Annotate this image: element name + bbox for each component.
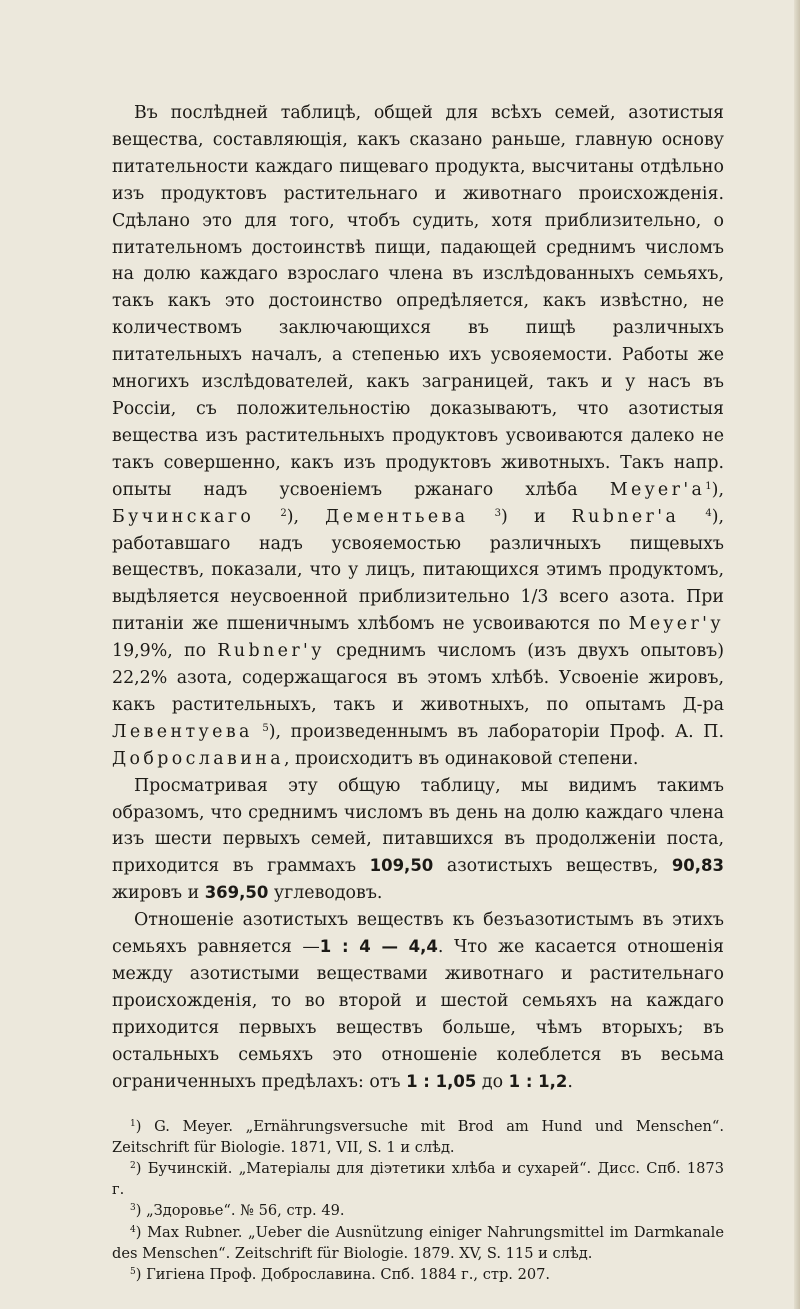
footnote-ref-5: 5 (262, 722, 269, 734)
footnote-text: Max Rubner. „Ueber die Ausnützung einiger Nahrungsmittel im Darmkanale des Menschen“. Zeitschrift für Biologie. 1879. XV, S. 115 и слѣд. (112, 1223, 724, 1262)
value-carbs-grams: 369,50 (204, 883, 269, 903)
text-run: , работавшаго надъ усвояемостью различныхъ пищевыхъ веществъ, показали, что у лицъ, питающихся этимъ продуктомъ, выдѣляется неусвоенной приблизительно (112, 506, 725, 608)
text-run: . Что же касается отношенія между азотистыми веществами животнаго и растительнаго происхожденія, то во второй и шестой семьяхъ на каждаго приходится первыхъ веществъ больше, чѣмъ вторыхъ; въ остальныхъ семьяхъ это отношеніе колеблется въ весьма ограниченныхъ предѣлахъ: отъ (112, 937, 724, 1092)
author-meyer: Meyer'а (609, 479, 706, 500)
author-dobroslavin: Доброславина (112, 748, 284, 769)
footnote-ref-3: 3 (494, 507, 502, 519)
text-run: . (567, 1071, 573, 1092)
text-run: Отношеніе азотистыхъ веществъ къ безъазотистымъ въ этихъ семьяхъ равняется — (112, 910, 724, 958)
text-run: , происходитъ въ одинаковой степени. (283, 748, 639, 769)
author-leventuev: Левентуева (112, 721, 253, 742)
value-fats-grams: 90,83 (671, 856, 725, 876)
footnote-text: Бучинскій. „Матеріалы для діэтетики хлѣба и сухарей“. Дисс. Спб. 1873 г. (112, 1159, 724, 1199)
footnote-ref-1: 1 (705, 480, 712, 492)
text-run: всего азота. При питаніи же пшеничнымъ хлѣбомъ не усвоиваются по (112, 587, 724, 635)
footnote-5: $^5$) Гигіена Проф. Доброславина. Спб. 1884 г., стр. 207. (130, 1265, 551, 1283)
ratio-nitrogen-to-non-nitrogen: 1 : 4 — 4,4 (319, 937, 438, 957)
text-run: и (533, 506, 546, 527)
footnote-mark: 2 (130, 1160, 136, 1171)
paragraph-1: Въ послѣдней таблицѣ, общей для всѣхъ семей, азотистыя вещества, составляющія, какъ сказано раньше, главную основу питательности каждаго пищеваго продукта, высчитаны отдѣльно изъ продуктовъ растительнаго и животнаго происхожденія. Сдѣлано это для того, чтобъ судить, хотя приблизительно, о питательномъ достоинствѣ пищи, падающей среднимъ числомъ на долю каждаго взрослаго члена въ изслѣдованныхъ семьяхъ, такъ какъ это достоинство опредѣляется, какъ извѣстно, не количествомъ заключающихся въ пищѣ различныхъ питательныхъ началъ, а степенью ихъ усвояемости. Работы же многихъ изслѣдователей, какъ заграницей, такъ и у насъ въ Россіи, съ положительностію доказываютъ, что азотистыя вещества изъ растительныхъ продуктовъ усвоиваются далеко не такъ совершенно, какъ изъ продуктовъ животныхъ. Такъ напр. опыты надъ усвоеніемъ ржанаго хлѣба $Meyer'а^1$), Бучинскаго $^2$), Дементьева $^3$) и Rubner'а $^4$), работавшаго надъ усвояемостью различныхъ пищевыхъ веществъ, показали, что у лицъ, питающихся этимъ продуктомъ, выдѣляется неусвоенной приблизительно 1/3 всего азота. При питаніи же пшеничнымъ хлѣбомъ не усвоиваются по Meyer'у 19,9%, по Rubner'у среднимъ числомъ (изъ двухъ опытовъ) 22,2% азота, содержащагося въ этомъ хлѣбѣ. Усвоеніе жировъ, какъ растительныхъ, такъ и животныхъ, по опытамъ Д-ра Левентуева $^5$), произведеннымъ въ лабораторіи Проф. А. П. Доброславина, происходитъ въ одинаковой степени. (112, 103, 725, 769)
text-run: Просматривая эту общую таблицу, мы видимъ такимъ образомъ, что среднимъ числомъ въ день на долю каждаго члена изъ шести первыхъ семей, питавшихся въ продолженіи поста, приходится въ граммахъ (112, 775, 724, 877)
text-run: среднимъ числомъ (изъ двухъ опытовъ) 22,2% азота, содержащагося въ этомъ хлѣбѣ. Усвоеніе жировъ, какъ растительныхъ, такъ и животныхъ, по опытамъ Д-ра (112, 641, 724, 715)
paragraph-2 (112, 773, 724, 908)
value-nitrogen-grams: 109,50 (369, 856, 434, 876)
author-dementiev: Дементьева (325, 506, 469, 527)
footnote-mark: 5 (130, 1266, 136, 1277)
author-rubner-2: Rubner'у (217, 641, 325, 662)
text-run: азотистыхъ веществъ, (446, 856, 659, 877)
author-buchinsky: Бучинскаго (112, 506, 255, 527)
paragraph-3 (112, 907, 724, 1095)
footnote-mark: 4 (130, 1224, 136, 1235)
text-run: до (481, 1071, 504, 1092)
text-run: , (718, 479, 724, 500)
footnote-ref-2: 2 (280, 507, 287, 519)
footnote-text: Гигіена Проф. Доброславина. Спб. 1884 г., стр. 207. (146, 1265, 551, 1283)
text-run: , произведеннымъ въ лабораторіи Проф. А. П. (275, 721, 724, 742)
footnote-1: $^1$) G. Meyer. „Ernährungsversuche mit Brod am Hund und Menschen“. Zeitschrift für Biologie. 1871, VII, S. 1 и слѣд. (112, 1117, 725, 1156)
footnote-text: G. Meyer. „Ernährungsversuche mit Brod am Hund und Menschen“. Zeitschrift für Biologie. 1871, VII, S. 1 и слѣд. (112, 1117, 725, 1156)
ratio-min: 1 : 1,05 (406, 1071, 477, 1091)
page-edge-shadow (794, 0, 800, 1309)
footnote-3: $^3$) „Здоровье“. № 56, стр. 49. (130, 1202, 345, 1220)
text-run: жировъ и (112, 883, 200, 904)
author-meyer-2: Meyer'у (628, 614, 724, 635)
page-text (112, 100, 724, 1285)
fraction-one-third: 1/3 (520, 587, 549, 608)
footnote-4: $^4$) Max Rubner. „Ueber die Ausnützung einiger Nahrungsmittel im Darmkanale des Menschen“. Zeitschrift für Biologie. 1879. XV, S. 115 и слѣд. (112, 1223, 724, 1262)
footnote-2: $^2$) Бучинскій. „Матеріалы для діэтетики хлѣба и сухарей“. Дисс. Спб. 1873 г. (112, 1159, 724, 1199)
footnotes (112, 1116, 724, 1286)
text-run: 19,9%, по (112, 641, 207, 662)
footnote-mark: 1 (130, 1118, 136, 1129)
ratio-max: 1 : 1,2 (508, 1071, 568, 1091)
footnote-ref-4: 4 (705, 507, 712, 519)
author-rubner: Rubner'а (571, 506, 680, 527)
text-run: , (293, 506, 300, 527)
footnote-text: „Здоровье“. № 56, стр. 49. (146, 1202, 345, 1220)
text-run: углеводовъ. (273, 883, 383, 904)
footnote-mark: 3 (130, 1203, 136, 1214)
text-run: Въ послѣдней таблицѣ, общей для всѣхъ семей, азотистыя вещества, составляющія, какъ сказано раньше, главную основу питательности каждаго пищеваго продукта, высчитаны отдѣльно изъ продуктовъ растительнаго и животнаго происхожденія. Сдѣлано это для того, чтобъ судить, хотя приблизительно, о питательномъ достоинствѣ пищи, падающей среднимъ числомъ на долю каждаго взрослаго члена въ изслѣдованныхъ семьяхъ, такъ какъ это достоинство опредѣляется, какъ извѣстно, не количествомъ заключающихся въ пищѣ различныхъ питательныхъ началъ, а степенью ихъ усвояемости. Работы же многихъ изслѣдователей, какъ заграницей, такъ и у насъ въ Россіи, съ положительностію доказываютъ, что азотистыя вещества изъ растительныхъ продуктовъ усвоиваются далеко не такъ совершенно, какъ изъ продуктовъ животныхъ. Такъ напр. опыты надъ усвоеніемъ ржанаго хлѣба (112, 103, 724, 500)
